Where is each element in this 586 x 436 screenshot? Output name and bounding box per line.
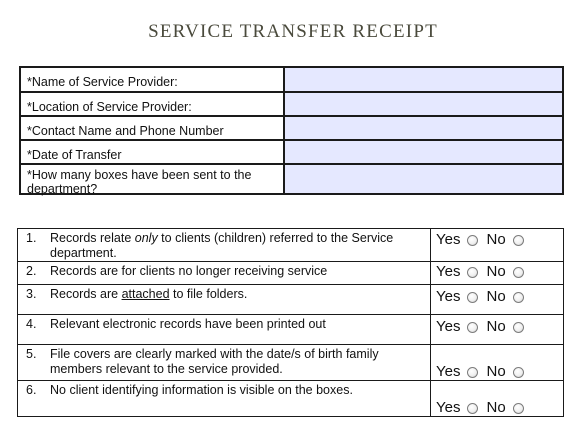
yes-label: Yes [436,288,461,306]
yes-no-group [436,264,532,280]
page-title: SERVICE TRANSFER RECEIPT [148,21,438,42]
checklist-item [18,262,431,284]
checklist-item [18,285,431,314]
no-radio[interactable] [513,235,524,246]
yes-no-group [436,364,532,380]
no-label: No [486,231,506,249]
item-text: No client identifying information is visible on the boxes. [50,383,353,397]
yes-label: Yes [436,399,461,417]
no-label: No [486,263,506,281]
info-label: *Location of Service Provider: [21,93,285,115]
checklist-item [18,315,431,344]
provider-name-field[interactable] [285,68,562,91]
yes-label: Yes [436,363,461,381]
info-label: *Date of Transfer [21,141,285,163]
item-text: Records are for clients no longer receiving service [50,264,328,278]
info-label: *Contact Name and Phone Number [21,117,285,139]
info-row-location [21,93,562,117]
no-radio[interactable] [513,367,524,378]
checklist-row [18,262,563,285]
item-number: 6. [26,383,37,397]
item-text: Relevant electronic records have been printed out [50,317,326,331]
no-label: No [486,288,506,306]
info-row-name [21,68,562,93]
yes-no-group [436,319,532,335]
info-row-boxes [21,165,562,196]
item-text: Records relate only to clients (children) referred to the Service department. [50,231,394,260]
info-label: *Name of Service Provider: [21,68,285,91]
yes-radio[interactable] [467,322,478,333]
yes-no-group [436,400,532,416]
item-number: 3. [26,287,37,301]
item-number: 4. [26,317,37,331]
yes-radio[interactable] [467,367,478,378]
box-count-field[interactable] [285,165,562,193]
checklist-row [18,285,563,315]
checklist-row [18,229,563,262]
provider-info-table [19,66,564,195]
item-number: 1. [26,231,37,245]
yes-radio[interactable] [467,235,478,246]
yes-no-group [436,232,532,248]
no-label: No [486,399,506,417]
item-text: Records are attached to file folders. [50,287,248,301]
info-row-contact [21,117,562,141]
checklist-row [18,315,563,345]
checklist-item [18,345,431,380]
transfer-date-field[interactable] [285,141,562,163]
no-label: No [486,363,506,381]
contact-name-phone-field[interactable] [285,117,562,139]
no-radio[interactable] [513,322,524,333]
yes-label: Yes [436,318,461,336]
checklist-item [18,229,431,261]
no-label: No [486,318,506,336]
no-radio[interactable] [513,403,524,414]
yes-radio[interactable] [467,403,478,414]
provider-location-field[interactable] [285,93,562,115]
item-number: 5. [26,347,37,361]
yes-no-group [436,289,532,305]
underlined-text: attached [121,287,170,301]
info-row-date [21,141,562,165]
yes-radio[interactable] [467,292,478,303]
checklist-table [17,228,564,417]
no-radio[interactable] [513,267,524,278]
checklist-item [18,381,431,416]
checklist-row [18,345,563,381]
item-text: File covers are clearly marked with the date/s of birth family members relevant to the service provided. [50,347,379,376]
emphasis-text: only [134,231,158,245]
checklist-row [18,381,563,416]
no-radio[interactable] [513,292,524,303]
info-label: *How many boxes have been sent to the department? [21,165,285,193]
yes-label: Yes [436,263,461,281]
yes-radio[interactable] [467,267,478,278]
yes-label: Yes [436,231,461,249]
item-number: 2. [26,264,37,278]
